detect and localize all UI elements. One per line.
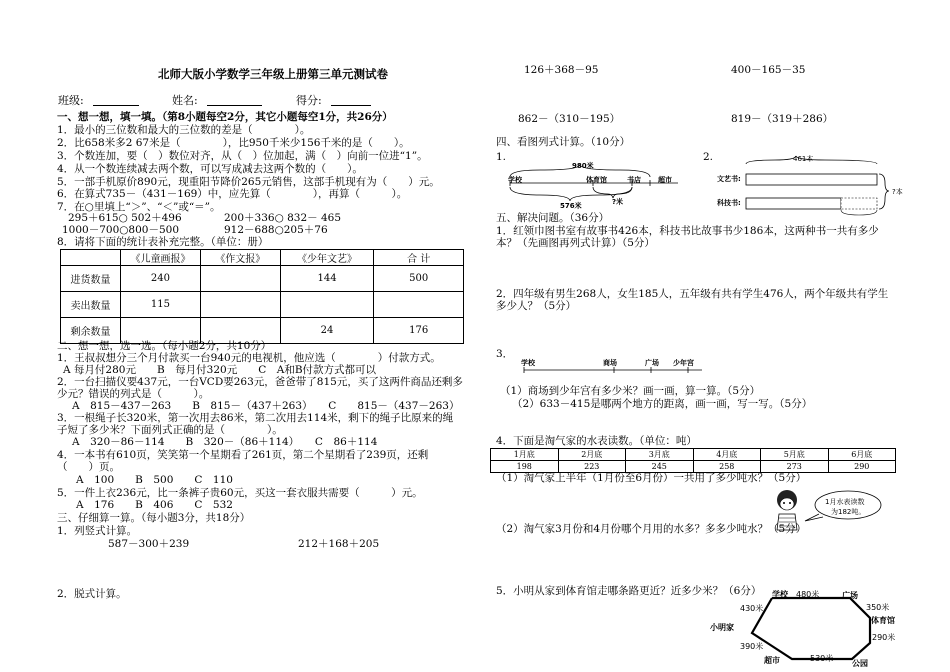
table-header-cell: 5月底 [761,449,829,461]
page-title: 北师大版小学数学三年级上册第三单元测试卷 [158,67,388,81]
s2-q4: （ ）页。 [57,461,120,473]
s1-q7-compare: 1000－700○800－500 [62,224,180,236]
s2-q1: 1．王叔叔想分三个月付款买一台940元的电视机，他应选（ ）付款方式。 [57,352,441,364]
map-label: 体育馆 [871,616,895,625]
s2-q3: 子短了多少米？下面列式正确的是（ ）。 [57,424,283,436]
table-header-cell: 《作文报》 [200,250,280,266]
s1-q7-compare: 912－688○205＋76 [224,224,328,236]
table-cell: 245 [626,461,694,473]
s1-q7-compare: 200＋336○ 832－ 465 [224,212,342,224]
diagram-label: 学校 [508,176,522,184]
s5-p5: 5．小明从家到体育馆走哪条路更近？近多少米？（6分） [496,585,762,597]
table-header-row [491,449,896,461]
table-cell: 240 [121,266,201,292]
s2-q4-options: A 100 B 500 C 110 [76,474,233,486]
s5-p4-q2: （2）淘气家3月份和4月份哪个月用的水多？多多少吨水？（5分） [496,523,807,535]
s1-q3: 3．个数连加，要（ ）数位对齐，从（ ）位加起，满（ ）向前一位进“1”。 [57,150,428,162]
diagram-label: 576米 [560,202,582,210]
s2-q4: 4．一本书有610页，笑笑第一个星期看了261页，第二个星期看了239页，还剩 [57,449,429,461]
s1-q8: 8．请将下面的统计表补充完整。（单位：册） [57,236,269,248]
map-label: 学校 [772,590,788,599]
expression: 862－（310－195） [518,113,621,125]
expression: 212＋168＋205 [298,538,380,550]
diagram-label: 书店 [627,176,641,184]
table-cell[interactable] [200,292,280,318]
table-cell: 500 [374,266,464,292]
figure-number: 2. [703,151,714,163]
table-cell: 223 [558,461,626,473]
table-header-cell [61,250,121,266]
table-header-cell: 3月底 [626,449,694,461]
table-header-cell: 6月底 [828,449,896,461]
s5-p2: 多少人？（5分） [496,300,577,312]
s2-q1-options: A 每月付280元 B 每月付320元 C A和B付款方式都可以 [63,364,377,376]
distance-label: 290米 [872,633,896,642]
s2-q3: 3．一根绳子长320米，第一次用去86米，第二次用去114米，剩下的绳子比原来的绳 [57,412,454,424]
table-cell[interactable] [374,292,464,318]
s3-q1: 1．列竖式计算。 [57,525,138,537]
table-row [491,461,896,473]
diagram-label: 少年宫 [673,359,694,367]
s2-q2: 少元？错误的列式是（ ）。 [57,388,210,400]
table-header-cell: 2月底 [558,449,626,461]
expression: 400－165－35 [731,64,806,76]
name-field[interactable] [207,94,262,106]
expression: 819－（319＋286） [731,113,834,125]
s5-p1: 1．红领巾图书室有故事书426本，科技书比故事书少186本，这两种书一共有多少 [496,225,879,237]
distance-label: 530米 [810,654,834,663]
table-header-cell: 4月底 [693,449,761,461]
s2-q5: 5．一件上衣236元，比一条裤子贵60元，买这一套衣服共需要（ ）元。 [57,487,423,499]
diagram-label: 体育馆 [586,176,607,184]
table-cell: 进货数量 [61,266,121,292]
s2-q5-options: A 176 B 406 C 532 [76,499,233,511]
s5-p2: 2．四年级有男生268人，女生185人，五年级有共有学生476人，两个年级共有学生 [496,288,889,300]
s1-q1: 1．最小的三位数和最大的三位数的差是（ ）。 [57,124,311,136]
table-row [61,266,464,292]
expression: 587－300＋239 [108,538,190,550]
table-cell: 剩余数量 [61,318,121,344]
s5-p4-q1: （1）淘气家上半年（1月份至6月份）一共用了多少吨水？（5分） [496,472,807,484]
map-label: 小明家 [710,623,734,632]
score-field[interactable] [331,94,371,106]
distance-label: 480米 [796,590,820,599]
table-cell: 198 [491,461,559,473]
speech-bubble-text: 为182吨。 [831,508,866,516]
diagram-label: 学校 [521,359,535,367]
map-label: 超市 [764,656,780,665]
table-cell: 卖出数量 [61,292,121,318]
table-header-cell: 合 计 [374,250,464,266]
table-header-cell: 《儿童画报》 [121,250,201,266]
table-cell[interactable] [280,292,374,318]
section2-heading: 二、想一想，选一选。（每小题2分，共10分） [57,340,272,352]
table-header-cell: 1月底 [491,449,559,461]
score-label: 得分: [296,94,322,107]
table-cell: 24 [280,318,374,344]
section4-heading: 四、看图列式计算。（10分） [496,136,631,148]
s3-q2: 2．脱式计算。 [57,588,127,600]
s1-q7: 7．在○里填上“＞”、“＜”或“＝”。 [57,201,221,213]
s1-q6: 6．在算式735－（431－169）中，应先算（ ），再算（ ）。 [57,188,408,200]
map-label: 广场 [842,591,858,600]
section3-heading: 三、仔细算一算。（每小题3分，共18分） [57,512,251,524]
s5-p3-q2: （2）633－415是哪两个地方的距离，画一画，写一写。（5分） [512,398,813,410]
figure-number: 1. [496,151,507,163]
class-label: 班级: [58,94,84,107]
diagram-label: 超市 [658,176,672,184]
diagram-label: 文艺书: [717,175,741,183]
diagram-label: 980米 [572,162,594,170]
segment-diagram [500,155,700,215]
table-cell[interactable] [200,266,280,292]
table-row [61,292,464,318]
table-header-row [61,250,464,266]
s5-p3-q1: （1）商场到少年宫有多少米？画一画，算一算。（5分） [500,385,761,397]
s5-p1: 本？（先画图再列式计算）（5分） [496,237,655,249]
table-cell: 115 [121,292,201,318]
table-cell: 258 [693,461,761,473]
table-cell: 144 [280,266,374,292]
section5-heading: 五、解决问题。（36分） [496,212,610,224]
stats-table [60,249,464,344]
s1-q5: 5．一部手机原价890元，现重阳节降价265元销售，这部手机现有为（ ）元。 [57,176,440,188]
class-field[interactable] [93,94,139,106]
s2-q3-options: A 320－86－114 B 320－（86＋114） C 86＋114 [72,436,378,448]
s5-p4: 4．下面是淘气家的水表读数。（单位：吨） [496,435,697,447]
s1-q2: 2．比658米多2 67米是（ ），比950千米少156千米的是（ ）。 [57,137,410,149]
diagram-label: 商场 [603,359,617,367]
distance-label: 430米 [740,604,764,613]
s1-q7-compare: 295＋615○ 502＋496 [68,212,182,224]
table-cell: 290 [828,461,896,473]
diagram-label: 461本 [793,155,814,163]
bar-comparison-diagram [715,153,915,223]
diagram-label: ?本 [892,188,903,196]
route-map [700,586,910,668]
expression: 126＋368－95 [524,64,599,76]
map-label: 公园 [852,659,868,668]
table-cell: 176 [374,318,464,344]
section1-heading: 一、想一想，填一填。（第8小题每空2分，其它小题每空1分，共26分） [57,111,393,123]
diagram-label: ?米 [612,198,624,206]
diagram-label: 广场 [645,359,659,367]
table-header-cell: 《少年文艺》 [280,250,374,266]
s2-q2: 2．一台扫描仪要437元，一台VCD要263元，爸爸带了815元，买了这两件商品还剩多 [57,376,463,388]
s1-q4: 4．从一个数连续减去两个数，可以写成减去这两个数的（ ）。 [57,163,363,175]
s2-q2-options: A 815－437－263 B 815－（437＋263） C 815－（437－263） [72,400,460,412]
name-label: 姓名: [172,94,198,107]
s5-p3-number: 3． [496,348,514,360]
diagram-label: 科技书: [717,199,741,207]
table-cell: 273 [761,461,829,473]
distance-label: 350米 [866,603,890,612]
distance-label: 390米 [740,642,764,651]
speech-bubble-text: 1月水表读数 [825,498,865,506]
water-meter-table [490,448,896,473]
route-line-diagram [518,356,718,376]
